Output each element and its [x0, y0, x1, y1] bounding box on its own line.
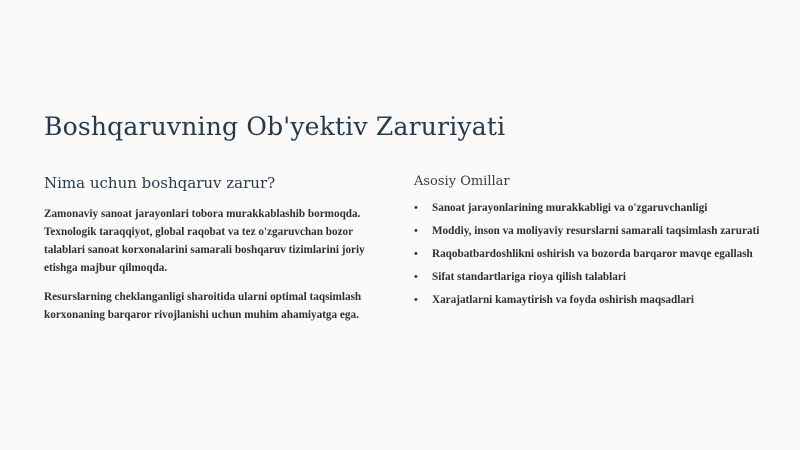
bullet-icon: •	[414, 248, 418, 260]
left-column	[44, 174, 392, 335]
list-item	[414, 222, 764, 240]
list-item-text: Sifat standartlariga rioya qilish talablari	[432, 271, 626, 283]
slide-title: Boshqaruvning Ob'yektiv Zaruriyati	[44, 112, 506, 141]
list-item	[414, 199, 764, 217]
list-item-text: Moddiy, inson va moliyaviy resurslarni samarali taqsimlash zarurati	[432, 225, 760, 237]
bullet-icon: •	[414, 294, 418, 306]
right-heading: Asosiy Omillar	[414, 174, 510, 189]
left-heading: Nima uchun boshqaruv zarur?	[44, 174, 276, 192]
paragraph: Zamonaviy sanoat jarayonlari tobora murakkablashib bormoqda. Texnologik taraqqiyot, global raqobat va tez o'zgaruvchan bozor talablari sanoat korxonalarini samarali boshqaruv tizimlarini joriy etishga majbur qilmoqda.	[44, 208, 365, 274]
paragraph: Resurslarning cheklanganligi sharoitida ularni optimal taqsimlash korxonaning barqaror rivojlanishi uchun muhim ahamiyatga ega.	[44, 291, 362, 321]
bullet-icon: •	[414, 225, 418, 237]
list-item	[414, 268, 764, 286]
right-column	[414, 174, 764, 314]
bullet-icon: •	[414, 271, 418, 283]
list-item-text: Sanoat jarayonlarining murakkabligi va o'zgaruvchanligi	[432, 202, 708, 214]
list-item	[414, 291, 764, 309]
list-item-text: Raqobatbardoshlikni oshirish va bozorda barqaror mavqe egallash	[432, 248, 753, 260]
bullet-icon: •	[414, 202, 418, 214]
factor-list	[414, 199, 764, 309]
list-item-text: Xarajatlarni kamaytirish va foyda oshirish maqsadlari	[432, 294, 694, 306]
list-item	[414, 245, 764, 263]
